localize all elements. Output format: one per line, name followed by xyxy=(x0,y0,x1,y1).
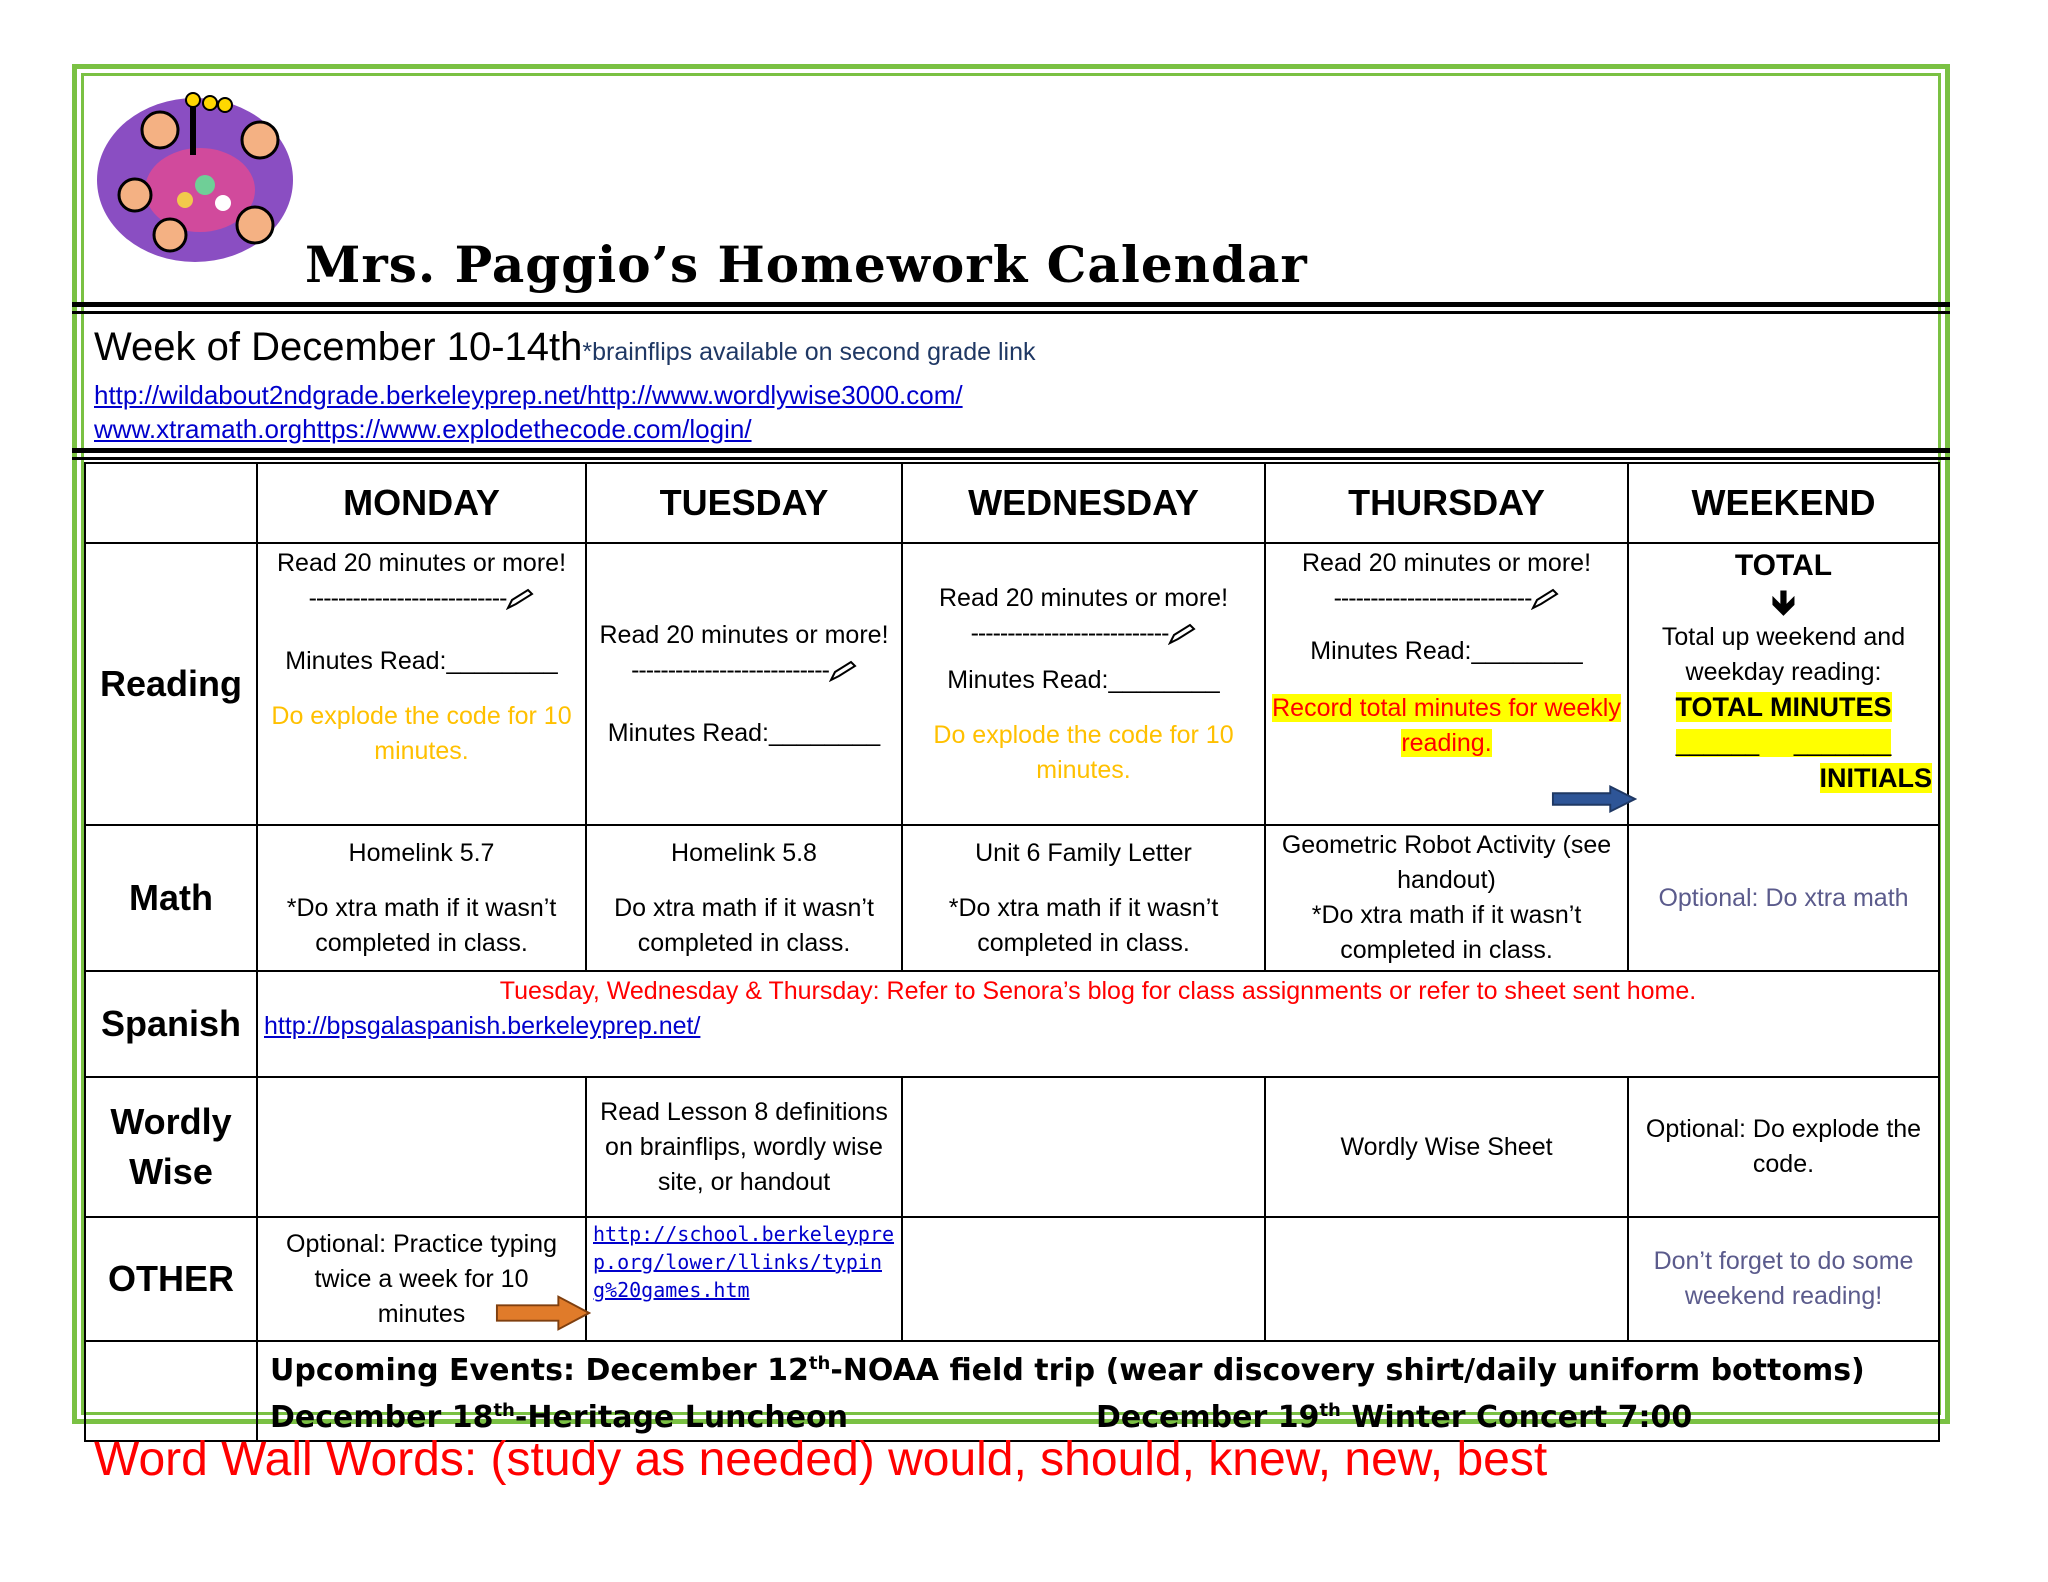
reading-wednesday xyxy=(902,543,1265,825)
math-note: *Do xtra math if it wasn’t completed in class. xyxy=(1311,901,1582,964)
corner-cell xyxy=(85,463,257,543)
math-thursday xyxy=(1265,825,1628,971)
col-monday: MONDAY xyxy=(257,463,586,543)
col-tuesday: TUESDAY xyxy=(586,463,902,543)
spanish-link[interactable]: http://bpsgalaspanish.berkeleyprep.net/ xyxy=(264,1012,701,1040)
row-wordly-wise xyxy=(85,1077,1939,1217)
right-arrow-blue-icon xyxy=(1551,784,1637,814)
right-arrow-orange-icon xyxy=(495,1294,591,1332)
dash-line: --------------------------- xyxy=(264,581,579,616)
header-divider xyxy=(72,302,1950,314)
row-events xyxy=(85,1341,1939,1441)
reading-tuesday xyxy=(586,543,902,825)
pencil-icon xyxy=(1531,588,1559,610)
record-note: Record total minutes for weekly reading. xyxy=(1272,694,1621,757)
minutes-read: Minutes Read:________ xyxy=(285,647,558,675)
week-label: Week of December 10-14th xyxy=(94,325,583,369)
party-table-clipart xyxy=(95,85,305,275)
row-label-other: OTHER xyxy=(85,1217,257,1341)
math-task: Unit 6 Family Letter xyxy=(975,838,1192,867)
reading-text: Read 20 minutes or more! xyxy=(1301,549,1592,577)
other-monday xyxy=(257,1217,586,1341)
other-thursday xyxy=(1265,1217,1628,1341)
math-note: *Do xtra math if it wasn’t completed in class. xyxy=(286,893,557,957)
week-note: *brainflips available on second grade link xyxy=(582,338,1036,366)
wordly-weekend: Optional: Do explode the code. xyxy=(1628,1077,1939,1217)
explode-note: Do explode the code for 10 minutes. xyxy=(271,702,572,765)
events-label-cell xyxy=(85,1341,257,1441)
other-tuesday xyxy=(586,1217,902,1341)
minutes-read: Minutes Read:________ xyxy=(947,665,1220,694)
wordly-wednesday xyxy=(902,1077,1265,1217)
total-blanks: ______ _______ xyxy=(1675,729,1892,757)
pencil-icon xyxy=(1168,623,1196,645)
resource-link-2[interactable]: www.xtramath.orghttps://www.explodethecode.com/login/ xyxy=(94,414,752,444)
spanish-text: Tuesday, Wednesday & Thursday: Refer to Senora’s blog for class assignments or refer to sheet sent home. xyxy=(499,977,1697,1005)
wordly-monday xyxy=(257,1077,586,1217)
table-divider xyxy=(72,448,1950,460)
col-weekend: WEEKEND xyxy=(1628,463,1939,543)
reading-text: Read 20 minutes or more! xyxy=(276,549,567,577)
math-note: Do xtra math if it wasn’t completed in class. xyxy=(614,893,874,957)
events-cell xyxy=(257,1341,1939,1441)
events-line-1: Upcoming Events: December 12th-NOAA field trip (wear discovery shirt/daily uniform bottoms) xyxy=(270,1353,1865,1388)
typing-note: Optional: Practice typing twice a week for 10 minutes xyxy=(286,1229,557,1328)
down-arrow-icon: 🡻 xyxy=(1771,584,1796,622)
reading-text: Read 20 minutes or more! xyxy=(938,583,1229,612)
reading-text: Read 20 minutes or more! xyxy=(599,620,889,649)
reading-monday xyxy=(257,543,586,825)
row-math xyxy=(85,825,1939,971)
homework-table xyxy=(84,462,1940,1442)
row-reading xyxy=(85,543,1939,825)
weekend-instructions: Total up weekend and weekday reading: xyxy=(1661,623,1906,686)
other-wednesday xyxy=(902,1217,1265,1341)
reading-thursday xyxy=(1265,543,1628,825)
week-line xyxy=(94,325,1035,370)
row-label-wordly-wise: Wordly Wise xyxy=(85,1077,257,1217)
math-note: *Do xtra math if it wasn’t completed in class. xyxy=(948,893,1219,957)
minutes-read: Minutes Read:________ xyxy=(607,718,881,747)
wordly-thursday: Wordly Wise Sheet xyxy=(1265,1077,1628,1217)
minutes-read: Minutes Read:________ xyxy=(1310,637,1583,665)
row-other xyxy=(85,1217,1939,1341)
resource-link-1[interactable]: http://wildabout2ndgrade.berkeleyprep.net/http://www.wordlywise3000.com/ xyxy=(94,380,963,410)
math-task: Homelink 5.8 xyxy=(671,838,817,867)
other-weekend: Don’t forget to do some weekend reading! xyxy=(1628,1217,1939,1341)
dash-line: --------------------------- xyxy=(593,653,895,688)
math-task: Geometric Robot Activity (see handout) xyxy=(1281,831,1612,894)
explode-note: Do explode the code for 10 minutes. xyxy=(933,720,1234,784)
row-spanish xyxy=(85,971,1939,1077)
math-monday xyxy=(257,825,586,971)
pencil-icon xyxy=(829,660,857,682)
math-wednesday xyxy=(902,825,1265,971)
row-label-reading: Reading xyxy=(85,543,257,825)
word-wall-words: Word Wall Words: (study as needed) would, should, knew, new, best xyxy=(94,1433,1548,1486)
header-row xyxy=(85,463,1939,543)
weekend-total: TOTAL xyxy=(1734,549,1833,582)
row-label-spanish: Spanish xyxy=(85,971,257,1077)
initials-label: INITIALS xyxy=(1819,763,1932,793)
reading-weekend xyxy=(1628,543,1939,825)
row-label-math: Math xyxy=(85,825,257,971)
dash-line: --------------------------- xyxy=(1272,581,1621,616)
math-tuesday xyxy=(586,825,902,971)
col-wednesday: WEDNESDAY xyxy=(902,463,1265,543)
spanish-cell xyxy=(257,971,1939,1077)
col-thursday: THURSDAY xyxy=(1265,463,1628,543)
math-task: Homelink 5.7 xyxy=(348,838,495,867)
typing-games-link[interactable]: http://school.berkeleyprep.org/lower/llinks/typing%20games.htm xyxy=(593,1222,895,1302)
math-weekend: Optional: Do xtra math xyxy=(1628,825,1939,971)
events-line-2: December 18th-Heritage Luncheon December 19th Winter Concert 7:00 xyxy=(270,1400,1693,1435)
total-minutes-label: TOTAL MINUTES xyxy=(1675,692,1892,722)
page-title: Mrs. Paggio’s Homework Calendar xyxy=(305,235,1308,294)
pencil-icon xyxy=(506,588,534,610)
dash-line: --------------------------- xyxy=(909,616,1258,651)
resource-links xyxy=(94,378,963,446)
wordly-tuesday: Read Lesson 8 definitions on brainflips, wordly wise site, or handout xyxy=(586,1077,902,1217)
